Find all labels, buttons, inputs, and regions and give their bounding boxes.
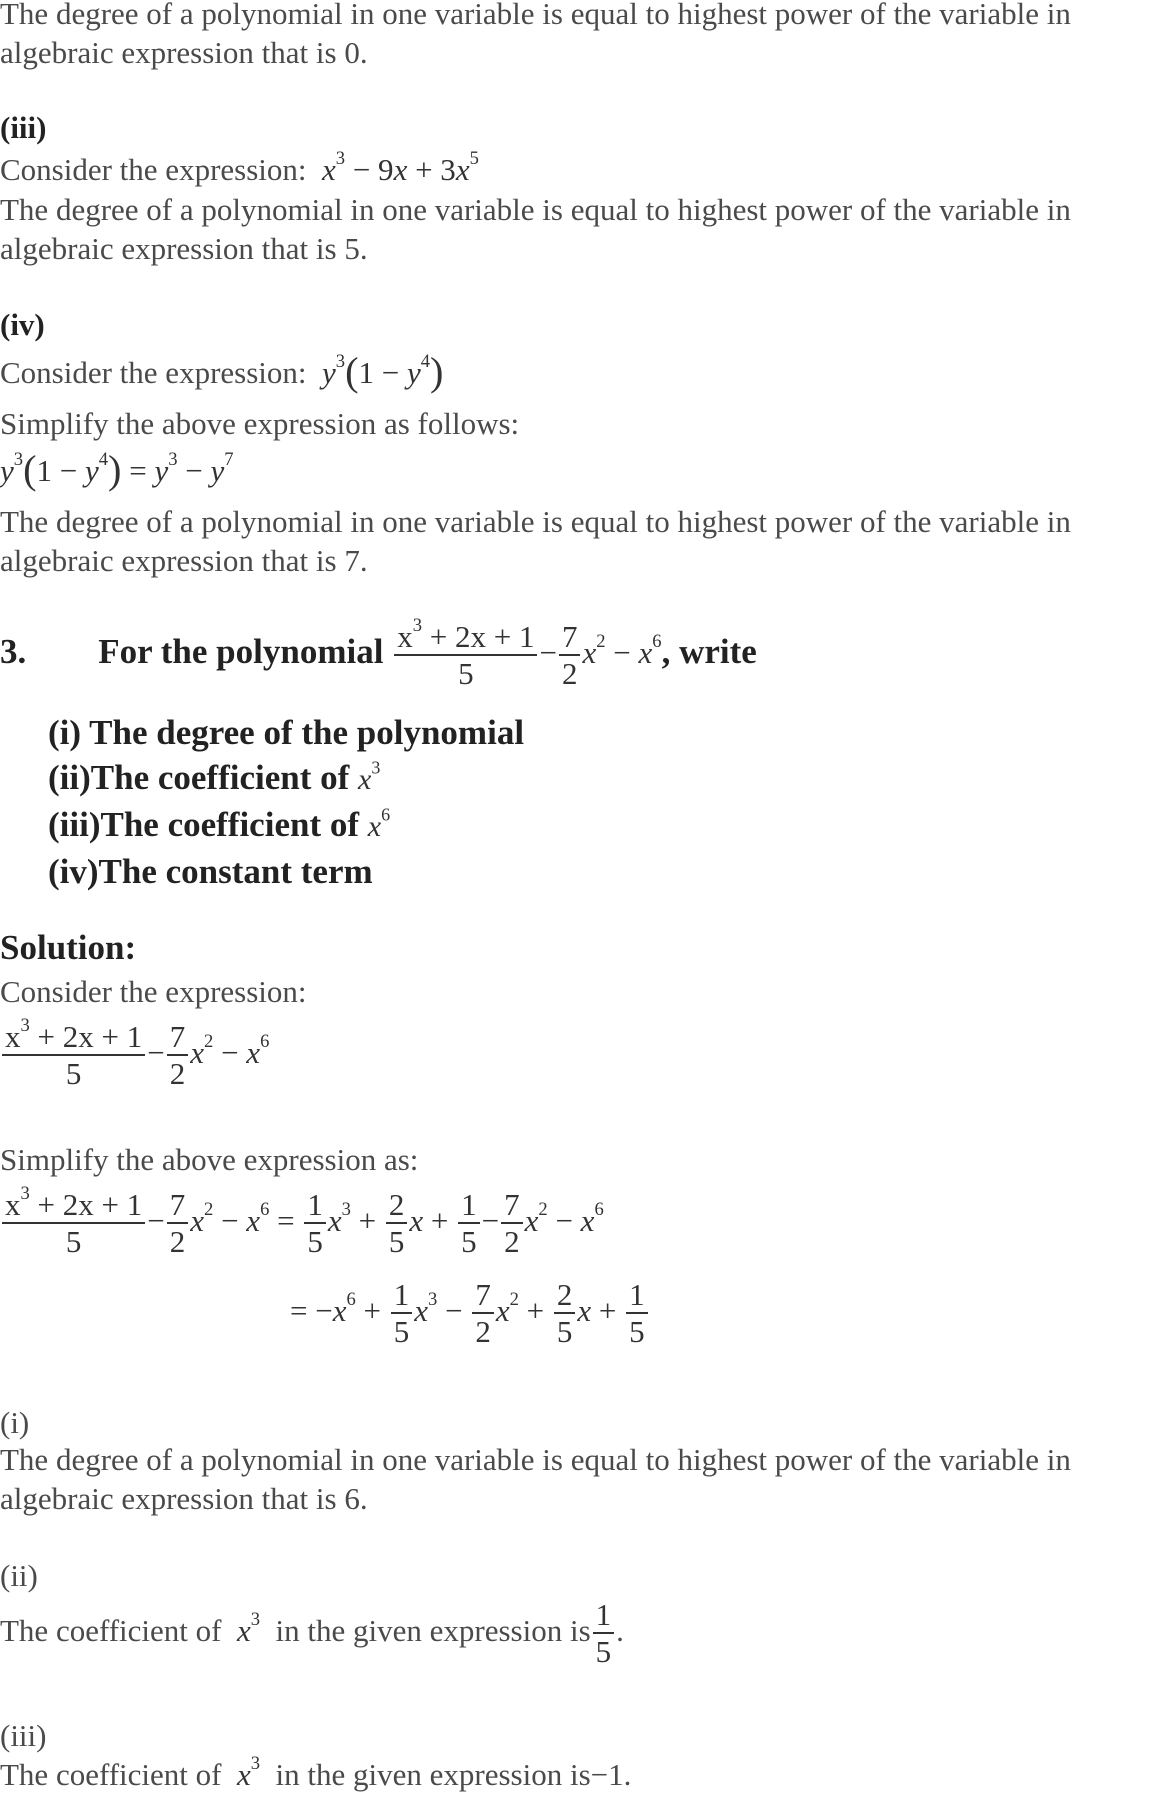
part-label-iii: (iii) <box>0 110 47 145</box>
consider-expression-iv <box>0 349 444 394</box>
coefficient-x6-answer: The coefficient of $x^3$ in the given expression is−1. <box>0 1753 632 1792</box>
simplification-line-1: $\frac{x^3 + 2x + 1}{5}$ − $\frac{7}{2}$ $x^2 - x^6$ = $\frac{1}{5}$ $x^3$ + $\frac{2}{5}$ x + $\frac{1}{5}$ − $\frac{7}{2}$ $x^2 - x^6$ <box>0 1188 604 1260</box>
simplification-line-2: = $-x^6$ + $\frac{1}{5}$ $x^3$ − $\frac{7}{2}$ $x^2$ + $\frac{2}{5}$ x + $\frac{1}{5}$ <box>290 1278 650 1350</box>
question-prompt: For the polynomial <box>98 631 384 671</box>
simplified-expression-iv: $y^3(1 - y^4) = y^3 - y^7$ <box>0 447 234 492</box>
paragraph-degree-0 <box>0 0 1071 72</box>
question-polynomial: $\frac{x^3 + 2x + 1}{5}$ − $\frac{7}{2}$ $x^2 - x^6$ <box>392 635 661 670</box>
consider-colon-text: Consider the expression: <box>0 974 307 1009</box>
solution-label-i: (i) <box>0 1405 30 1440</box>
coefficient-x3-answer: The coefficient of $x^3$ in the given expression is $\frac{1}{5}$ . <box>0 1597 624 1670</box>
consider-label: Consider the expression: <box>0 355 307 390</box>
expression-iv: $y^3(1 - y^4)$ <box>314 349 444 394</box>
coef-suffix: in the given expression is <box>275 1757 591 1792</box>
simplify-as-text: Simplify the above expression as: <box>0 1142 419 1177</box>
paragraph-degree-6 <box>0 1440 1071 1518</box>
coef-prefix: The coefficient of <box>0 1612 222 1648</box>
question-item-i: (i) The degree of the polynomial <box>48 713 525 752</box>
question-item-iv: (iv)The constant term <box>48 852 373 891</box>
coef-prefix: The coefficient of <box>0 1757 222 1792</box>
part-label-iv: (iv) <box>0 307 45 342</box>
paragraph-line: The degree of a polynomial in one variable is equal to highest power of the variable in <box>0 504 1071 539</box>
question-item-iii: (iii)The coefficient of $x^6$ <box>48 804 391 844</box>
paragraph-degree-7 <box>0 502 1071 580</box>
solution-label-ii: (ii) <box>0 1558 38 1593</box>
coef-suffix: in the given expression is <box>275 1612 591 1648</box>
paragraph-line: algebraic expression that is 7. <box>0 543 368 578</box>
paragraph-line: The degree of a polynomial in one variable is equal to highest power of the variable in <box>0 192 1071 227</box>
solution-heading: Solution: <box>0 928 137 967</box>
consider-expression-iii <box>0 150 479 189</box>
paragraph-degree-5 <box>0 190 1071 268</box>
question-item-ii: (ii)The coefficient of $x^3$ <box>48 757 381 797</box>
solution-label-iii: (iii) <box>0 1718 47 1753</box>
question-items <box>48 710 524 894</box>
paragraph-line: The degree of a polynomial in one variable is equal to highest power of the variable in <box>0 0 1071 31</box>
paragraph-line: algebraic expression that is 5. <box>0 231 368 266</box>
paragraph-line: algebraic expression that is 6. <box>0 1481 368 1516</box>
solution-expression: $\frac{x^3 + 2x + 1}{5}$ − $\frac{7}{2}$ $x^2 - x^6$ <box>0 1020 269 1092</box>
question-write: , write <box>661 631 757 671</box>
question-3 <box>0 615 757 692</box>
consider-label: Consider the expression: <box>0 152 307 187</box>
simplify-follows-text: Simplify the above expression as follows: <box>0 406 520 441</box>
coef-value: −1. <box>590 1757 632 1792</box>
paragraph-line: The degree of a polynomial in one variable is equal to highest power of the variable in <box>0 1442 1071 1477</box>
question-number: 3. <box>0 631 27 671</box>
paragraph-line: algebraic expression that is 0. <box>0 35 368 70</box>
expression-iii: $x^3 - 9x + 3x^5$ <box>314 148 479 187</box>
